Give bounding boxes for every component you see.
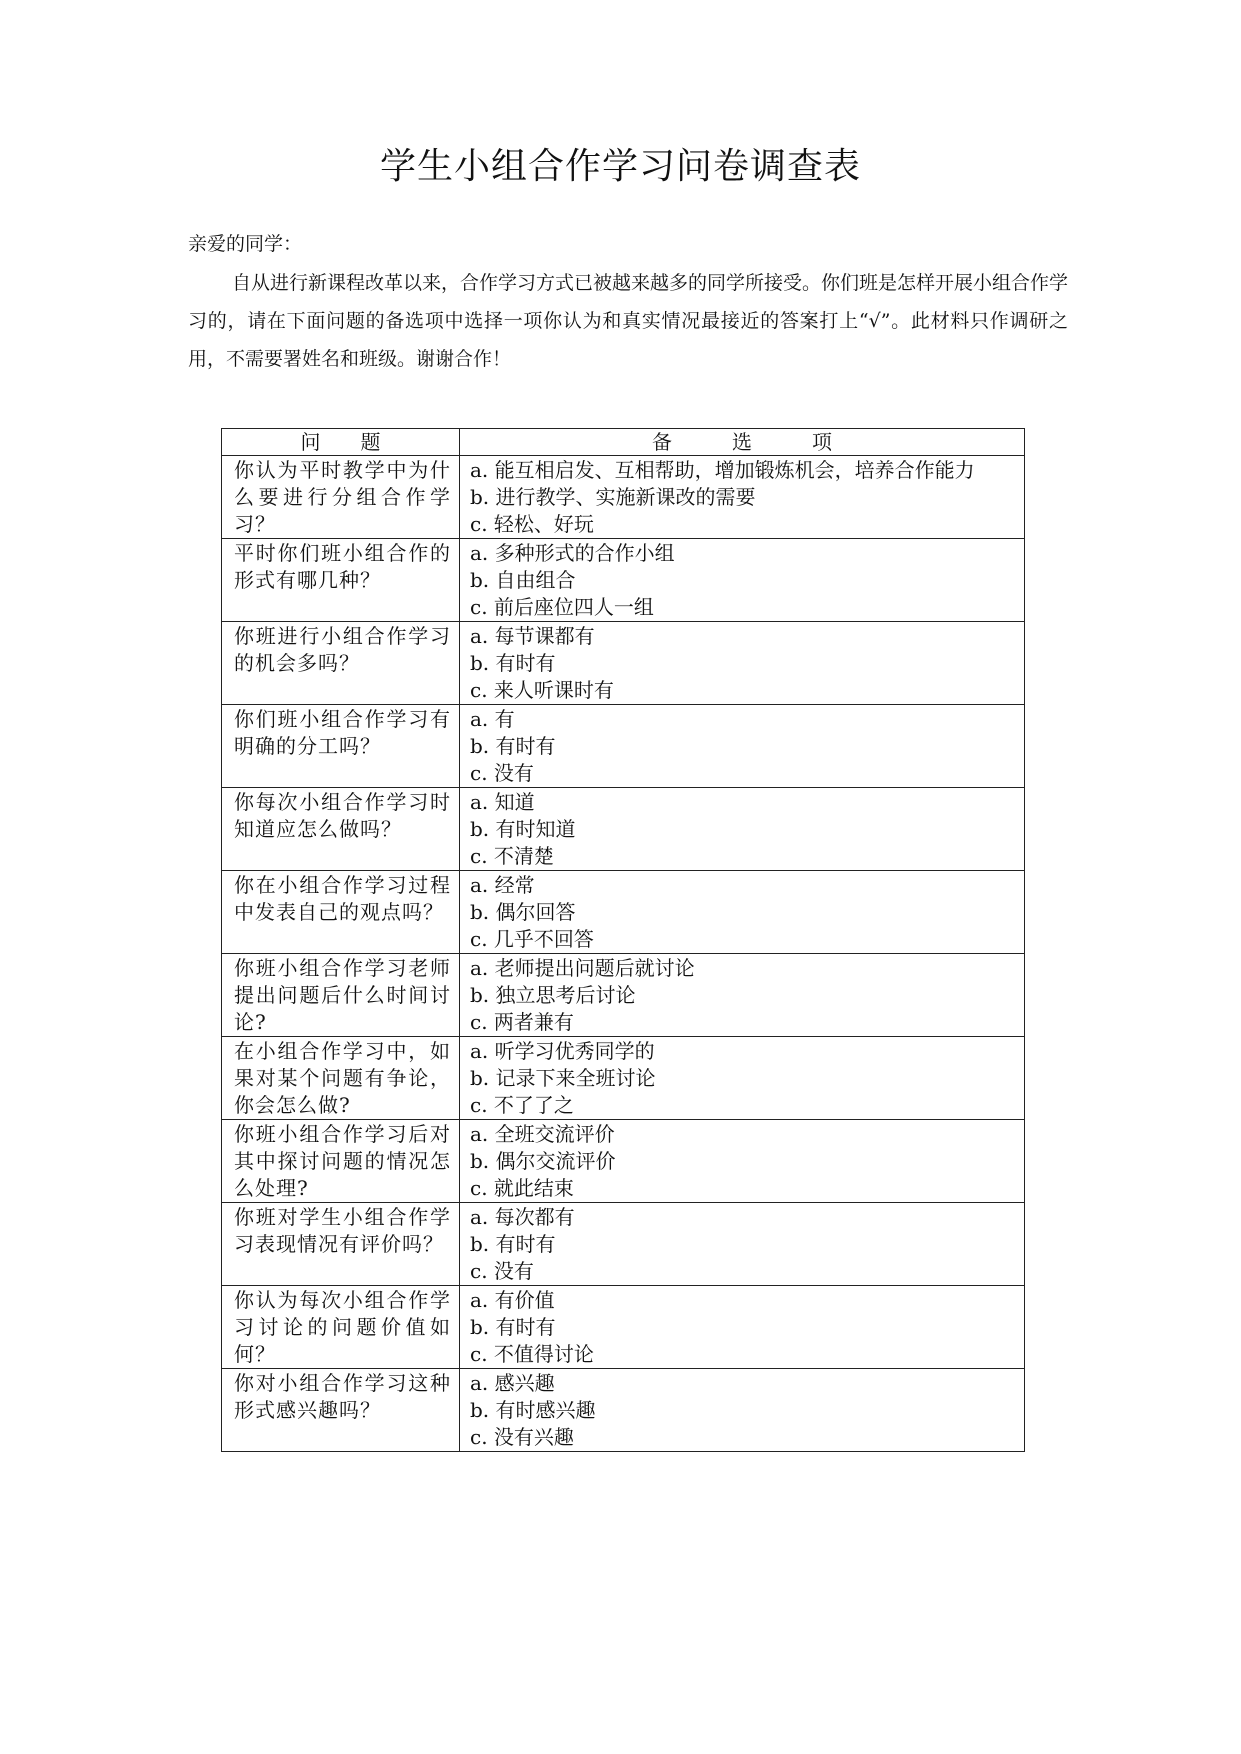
option-b: b. 有时感兴趣 bbox=[470, 1398, 596, 1422]
question-cell: 你们班小组合作学习有明确的分工吗？ bbox=[222, 705, 460, 788]
question-cell: 你认为平时教学中为什么要进行分组合作学习？ bbox=[222, 456, 460, 539]
table-row bbox=[222, 622, 1025, 705]
option-c: c. 来人听课时有 bbox=[470, 678, 614, 702]
options-cell bbox=[460, 1120, 1025, 1203]
option-c: c. 几乎不回答 bbox=[470, 927, 594, 951]
survey-body bbox=[222, 456, 1025, 1452]
table-header-row bbox=[222, 429, 1025, 456]
option-a: a. 老师提出问题后就讨论 bbox=[470, 956, 695, 980]
question-cell: 在小组合作学习中，如果对某个问题有争论，你会怎么做? bbox=[222, 1037, 460, 1120]
option-a: a. 全班交流评价 bbox=[470, 1122, 615, 1146]
options-cell bbox=[460, 871, 1025, 954]
table-row bbox=[222, 1286, 1025, 1369]
options-cell bbox=[460, 954, 1025, 1037]
options-cell bbox=[460, 705, 1025, 788]
option-a: a. 有价值 bbox=[470, 1288, 555, 1312]
options-cell bbox=[460, 1037, 1025, 1120]
option-b: b. 有时有 bbox=[470, 1232, 556, 1256]
option-b: b. 有时有 bbox=[470, 651, 556, 675]
header-question: 问 题 bbox=[222, 429, 460, 456]
option-b: b. 有时有 bbox=[470, 1315, 556, 1339]
option-b: b. 偶尔交流评价 bbox=[470, 1149, 616, 1173]
table-row bbox=[222, 1120, 1025, 1203]
page-title: 学生小组合作学习问卷调查表 bbox=[379, 146, 861, 187]
option-a: a. 感兴趣 bbox=[470, 1371, 555, 1395]
option-c: c. 没有 bbox=[470, 761, 534, 785]
option-a: a. 每节课都有 bbox=[470, 624, 595, 648]
table-row bbox=[222, 871, 1025, 954]
option-c: c. 没有 bbox=[470, 1259, 534, 1283]
options-cell bbox=[460, 788, 1025, 871]
question-cell: 你认为每次小组合作学习讨论的问题价值如何？ bbox=[222, 1286, 460, 1369]
options-cell bbox=[460, 622, 1025, 705]
option-b: b. 自由组合 bbox=[470, 568, 576, 592]
question-cell: 你在小组合作学习过程中发表自己的观点吗？ bbox=[222, 871, 460, 954]
option-b: b. 有时知道 bbox=[470, 817, 576, 841]
question-cell: 你班小组合作学习后对其中探讨问题的情况怎么处理? bbox=[222, 1120, 460, 1203]
question-cell: 你班进行小组合作学习的机会多吗？ bbox=[222, 622, 460, 705]
table-row bbox=[222, 954, 1025, 1037]
option-a: a. 有 bbox=[470, 707, 515, 731]
option-b: b. 记录下来全班讨论 bbox=[470, 1066, 656, 1090]
option-c: c. 不了了之 bbox=[470, 1093, 574, 1117]
option-a: a. 每次都有 bbox=[470, 1205, 575, 1229]
option-b: b. 偶尔回答 bbox=[470, 900, 576, 924]
option-a: a. 能互相启发、互相帮助，增加锻炼机会，培养合作能力 bbox=[470, 458, 975, 482]
table-row bbox=[222, 705, 1025, 788]
option-b: b. 有时有 bbox=[470, 734, 556, 758]
table-row bbox=[222, 1037, 1025, 1120]
options-cell bbox=[460, 1286, 1025, 1369]
option-a: a. 经常 bbox=[470, 873, 535, 897]
question-cell: 你每次小组合作学习时知道应怎么做吗？ bbox=[222, 788, 460, 871]
survey-table bbox=[221, 428, 1025, 1452]
option-c: c. 两者兼有 bbox=[470, 1010, 574, 1034]
option-a: a. 知道 bbox=[470, 790, 535, 814]
options-cell bbox=[460, 456, 1025, 539]
options-cell bbox=[460, 1369, 1025, 1452]
table-row bbox=[222, 1369, 1025, 1452]
option-c: c. 轻松、好玩 bbox=[470, 512, 594, 536]
header-options: 备 选 项 bbox=[460, 429, 1025, 456]
option-c: c. 就此结束 bbox=[470, 1176, 574, 1200]
salutation: 亲爱的同学： bbox=[188, 233, 303, 255]
option-a: a. 多种形式的合作小组 bbox=[470, 541, 675, 565]
question-cell: 你班小组合作学习老师提出问题后什么时间讨论? bbox=[222, 954, 460, 1037]
option-b: b. 进行教学、实施新课改的需要 bbox=[470, 485, 756, 509]
table-row bbox=[222, 539, 1025, 622]
option-c: c. 不清楚 bbox=[470, 844, 554, 868]
option-b: b. 独立思考后讨论 bbox=[470, 983, 636, 1007]
options-cell bbox=[460, 539, 1025, 622]
option-a: a. 听学习优秀同学的 bbox=[470, 1039, 655, 1063]
table-row bbox=[222, 1203, 1025, 1286]
intro-paragraph: 自从进行新课程改革以来，合作学习方式已被越来越多的同学所接受。你们班是怎样开展小组合作学习的，请在下面问题的备选项中选择一项你认为和真实情况最接近的答案打上“√”。此材料只作调研之用，不需要署姓名和班级。谢谢合作！ bbox=[188, 272, 1069, 370]
question-cell: 平时你们班小组合作的形式有哪几种？ bbox=[222, 539, 460, 622]
options-cell bbox=[460, 1203, 1025, 1286]
question-cell: 你班对学生小组合作学习表现情况有评价吗？ bbox=[222, 1203, 460, 1286]
question-cell: 你对小组合作学习这种形式感兴趣吗？ bbox=[222, 1369, 460, 1452]
option-c: c. 不值得讨论 bbox=[470, 1342, 594, 1366]
option-c: c. 前后座位四人一组 bbox=[470, 595, 654, 619]
table-row bbox=[222, 456, 1025, 539]
table-row bbox=[222, 788, 1025, 871]
option-c: c. 没有兴趣 bbox=[470, 1425, 574, 1449]
